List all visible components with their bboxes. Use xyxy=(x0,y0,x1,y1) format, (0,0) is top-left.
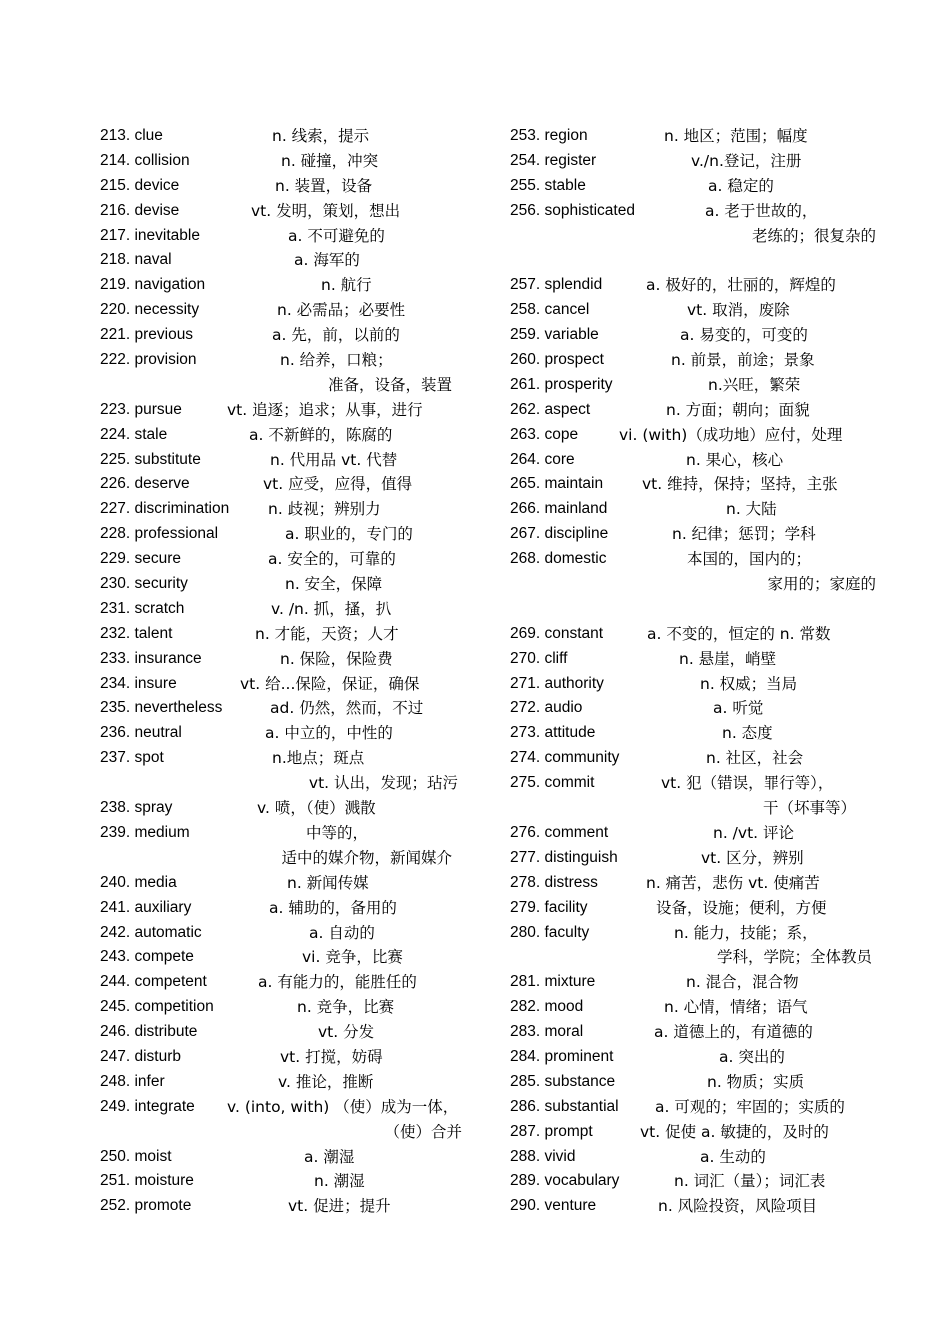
vocab-word: 276. comment xyxy=(510,823,609,841)
vocab-definition: vt. 区分，辨别 xyxy=(701,848,804,867)
vocab-definition: n. 纪律；惩罚；学科 xyxy=(672,525,816,544)
vocab-word: 285. substance xyxy=(510,1072,616,1090)
vocab-definition: n. 竞争，比赛 xyxy=(297,998,395,1017)
vocab-definition: a. 不变的，恒定的 n. 常数 xyxy=(647,624,831,643)
vocab-definition: vi. (with)（成功地）应付，处理 xyxy=(619,425,843,444)
vocab-definition: n. 权威；当局 xyxy=(700,674,798,693)
vocab-definition: n. 必需品；必要性 xyxy=(277,301,406,320)
vocab-definition: a. 突出的 xyxy=(719,1047,785,1066)
vocab-definition: n. 安全，保障 xyxy=(285,575,383,594)
vocab-word: 228. professional xyxy=(100,525,219,543)
vocab-definition: 老练的；很复杂的 xyxy=(751,226,876,245)
vocab-definition: a. 有能力的，能胜任的 xyxy=(258,973,417,992)
vocab-entry xyxy=(510,1145,890,1170)
vocab-definition: n. 保险，保险费 xyxy=(280,649,393,668)
vocab-entry xyxy=(510,124,890,149)
vocab-definition: n.地点；斑点 xyxy=(272,749,365,768)
vocab-word: 254. register xyxy=(510,151,597,169)
vocab-entry xyxy=(510,1120,890,1145)
vocab-entry xyxy=(510,846,890,871)
vocab-definition: a. 稳定的 xyxy=(708,176,774,195)
vocab-definition: a. 老于世故的， xyxy=(705,201,818,220)
vocab-definition: ad. 仍然，然而，不过 xyxy=(270,699,424,718)
vocab-entry xyxy=(100,622,480,647)
vocab-entry xyxy=(510,1045,890,1070)
vocab-word: 253. region xyxy=(510,127,588,144)
vocab-word: 260. prospect xyxy=(510,351,604,369)
vocab-word: 250. moist xyxy=(100,1147,172,1165)
vocab-word: 266. mainland xyxy=(510,500,608,518)
vocab-word: 258. cancel xyxy=(510,301,590,319)
vocab-word: 229. secure xyxy=(100,550,181,568)
vocab-entry xyxy=(510,995,890,1020)
vocab-entry xyxy=(510,199,890,224)
vocab-entry xyxy=(510,472,890,497)
vocab-definition-continued xyxy=(510,572,890,597)
vocab-definition: vt. 打搅，妨碍 xyxy=(280,1047,383,1066)
vocab-definition: v. 推论，推断 xyxy=(278,1072,374,1091)
vocab-entry xyxy=(510,1095,890,1120)
vocab-entry xyxy=(510,921,890,946)
vocab-word: 265. maintain xyxy=(510,475,604,493)
vocab-entry xyxy=(510,672,890,697)
vocab-word: 255. stable xyxy=(510,176,586,194)
vocab-definition: v. (into, with) （使）成为一体， xyxy=(227,1097,459,1116)
vocab-word: 238. spray xyxy=(100,799,173,817)
vocab-word: 220. necessity xyxy=(100,301,200,319)
vocab-word: 244. competent xyxy=(100,973,207,991)
vocab-entry xyxy=(100,497,480,522)
vocab-word: 268. domestic xyxy=(510,550,607,568)
vocab-word: 278. distress xyxy=(510,873,598,891)
vocab-definition: n. 才能，天资；人才 xyxy=(255,624,399,643)
vocab-entry xyxy=(100,1095,480,1120)
vocab-definition: n. 方面；朝向；面貌 xyxy=(666,400,810,419)
vocab-definition: a. 不新鲜的，陈腐的 xyxy=(249,425,393,444)
vocab-definition: n. 风险投资，风险项目 xyxy=(658,1197,818,1216)
vocab-word: 231. scratch xyxy=(100,599,185,617)
vocab-entry xyxy=(100,124,480,149)
vocab-entry xyxy=(510,423,890,448)
vocab-entry xyxy=(510,1070,890,1095)
vocab-entry xyxy=(100,896,480,921)
vocab-definition: n. 词汇（量）；词汇表 xyxy=(674,1172,826,1191)
vocab-word: 282. mood xyxy=(510,998,584,1016)
vocab-entry xyxy=(510,497,890,522)
vocab-entry xyxy=(100,647,480,672)
vocab-definition: n. 给养，口粮； xyxy=(280,351,393,370)
vocab-word: 286. substantial xyxy=(510,1097,619,1115)
vocab-entry xyxy=(100,721,480,746)
vocab-entry xyxy=(100,1045,480,1070)
vocab-entry xyxy=(100,472,480,497)
vocab-word: 235. nevertheless xyxy=(100,699,223,717)
vocab-entry xyxy=(100,871,480,896)
vocab-definition-continued xyxy=(100,771,480,796)
vocab-word: 217. inevitable xyxy=(100,226,200,244)
vocab-word: 237. spot xyxy=(100,749,164,767)
vocab-entry xyxy=(510,547,890,572)
vocab-definition: vt. 维持，保持；坚持，主张 xyxy=(642,475,838,494)
vocab-word: 219. navigation xyxy=(100,276,206,294)
vocab-word: 241. auxiliary xyxy=(100,898,192,916)
vocab-definition-continued xyxy=(510,945,890,970)
vocab-word: 283. moral xyxy=(510,1023,584,1041)
vocab-definition: vt. 给...保险，保证，确保 xyxy=(240,674,420,693)
vocab-entry xyxy=(100,547,480,572)
vocab-entry xyxy=(510,896,890,921)
vocab-word: 248. infer xyxy=(100,1072,165,1090)
vocab-definition: vt. 分发 xyxy=(318,1023,375,1042)
vocab-definition: vt. 认出，发现；玷污 xyxy=(308,774,458,793)
vocab-entry xyxy=(510,721,890,746)
vocab-definition: vt. 发明，策划，想出 xyxy=(251,201,401,220)
vocab-definition: n. /vt. 评论 xyxy=(713,823,795,842)
vocab-entry xyxy=(100,522,480,547)
vocab-word: 263. cope xyxy=(510,425,579,443)
vocab-entry xyxy=(100,821,480,846)
vocab-entry xyxy=(510,746,890,771)
vocab-word: 256. sophisticated xyxy=(510,201,635,219)
vocab-word: 243. compete xyxy=(100,948,194,966)
vocab-definition: a. 潮湿 xyxy=(304,1147,355,1166)
vocab-entry xyxy=(100,448,480,473)
vocab-definition-continued xyxy=(100,1120,480,1145)
vocab-entry xyxy=(100,970,480,995)
vocab-definition: n. 痛苦，悲伤 vt. 使痛苦 xyxy=(646,873,820,892)
vocab-definition: v. /n. 抓，搔，扒 xyxy=(271,599,392,618)
vocab-word: 227. discrimination xyxy=(100,500,230,518)
vocab-entry xyxy=(100,323,480,348)
vocab-word: 236. neutral xyxy=(100,724,182,742)
vocab-word: 261. prosperity xyxy=(510,375,613,393)
vocab-definition: n. 悬崖，峭壁 xyxy=(679,649,777,668)
vocab-definition: vt. 应受，应得，值得 xyxy=(263,475,413,494)
right-column xyxy=(510,124,890,1219)
vocab-entry xyxy=(100,199,480,224)
vocab-word: 213. clue xyxy=(100,127,163,144)
vocab-definition: a. 自动的 xyxy=(309,923,375,942)
vocab-definition: n. 物质；实质 xyxy=(707,1072,805,1091)
vocab-definition: n. 前景，前途；景象 xyxy=(671,351,815,370)
vocab-entry xyxy=(100,273,480,298)
vocab-entry xyxy=(100,995,480,1020)
vocab-definition: （使）合并 xyxy=(384,1122,462,1141)
vocab-word: 221. previous xyxy=(100,326,194,344)
vocab-definition: a. 先，前，以前的 xyxy=(272,326,400,345)
vocab-word: 233. insurance xyxy=(100,649,202,667)
vocab-word: 224. stale xyxy=(100,425,168,443)
vocab-word: 277. distinguish xyxy=(510,848,618,866)
vocab-entry xyxy=(510,448,890,473)
vocab-entry xyxy=(100,746,480,771)
vocab-entry xyxy=(510,373,890,398)
vocab-definition: n. 线索，提示 xyxy=(272,127,370,145)
vocab-word: 249. integrate xyxy=(100,1097,195,1115)
vocab-definition: 干（坏事等） xyxy=(762,799,856,818)
vocab-definition: 适中的媒介物，新闻媒介 xyxy=(281,848,452,867)
vocab-entry xyxy=(510,970,890,995)
vocab-entry xyxy=(100,348,480,373)
vocab-definition: 中等的， xyxy=(306,823,369,842)
vocab-entry xyxy=(100,1070,480,1095)
vocab-word: 234. insure xyxy=(100,674,177,692)
vocab-word: 284. prominent xyxy=(510,1047,614,1065)
vocab-entry xyxy=(100,224,480,249)
vocab-entry xyxy=(100,597,480,622)
vocab-entry xyxy=(510,149,890,174)
vocab-definition: n. 航行 xyxy=(321,276,372,295)
vocab-entry xyxy=(510,1020,890,1045)
vocab-word: 290. venture xyxy=(510,1197,597,1215)
vocab-definition-continued xyxy=(100,846,480,871)
vocab-word: 267. discipline xyxy=(510,525,609,543)
vocab-definition: v. 喷，（使）溅散 xyxy=(257,799,376,818)
vocab-word: 215. device xyxy=(100,176,180,194)
vocab-word: 271. authority xyxy=(510,674,604,692)
vocab-word: 240. media xyxy=(100,873,177,891)
vocab-word: 225. substitute xyxy=(100,450,201,468)
vocab-definition: n. 社区，社会 xyxy=(706,749,804,768)
vocab-definition: n. 混合，混合物 xyxy=(686,973,799,992)
vocab-word: 273. attitude xyxy=(510,724,596,742)
vocab-word: 259. variable xyxy=(510,326,599,344)
vocab-definition: 学科，学院；全体教员 xyxy=(716,948,872,967)
vocab-word: 230. security xyxy=(100,575,188,593)
vocab-definition: vt. 犯（错误，罪行等）， xyxy=(661,774,834,793)
blank-row xyxy=(510,597,890,622)
vocab-word: 245. competition xyxy=(100,998,214,1016)
vocab-entry xyxy=(510,1169,890,1194)
vocab-word: 222. provision xyxy=(100,351,197,369)
vocab-definition: n. 态度 xyxy=(722,724,773,743)
vocab-definition-continued xyxy=(510,796,890,821)
vocab-entry xyxy=(100,1020,480,1045)
vocab-entry xyxy=(100,248,480,273)
vocab-definition: vt. 取消，废除 xyxy=(687,301,790,320)
vocab-definition: 设备，设施；便利，方便 xyxy=(656,898,827,917)
vocab-definition: vt. 促进；提升 xyxy=(288,1197,391,1216)
vocab-definition: a. 辅助的，备用的 xyxy=(269,898,397,917)
vocab-entry xyxy=(100,921,480,946)
vocab-word: 264. core xyxy=(510,450,575,468)
vocab-definition: a. 道德上的，有道德的 xyxy=(654,1023,813,1042)
vocab-definition-continued xyxy=(100,373,480,398)
vocab-word: 270. cliff xyxy=(510,649,568,667)
vocab-word: 251. moisture xyxy=(100,1172,194,1190)
vocab-entry xyxy=(510,323,890,348)
vocab-definition: a. 海军的 xyxy=(294,251,360,270)
vocab-definition: n. 大陆 xyxy=(726,500,777,519)
vocab-definition: n.兴旺，繁荣 xyxy=(708,375,801,394)
vocab-entry xyxy=(100,1145,480,1170)
vocab-definition: vt. 追逐；追求；从事，进行 xyxy=(227,400,423,419)
vocab-definition: 家用的；家庭的 xyxy=(767,575,876,594)
vocab-word: 214. collision xyxy=(100,151,190,169)
vocab-word: 269. constant xyxy=(510,624,604,642)
vocab-definition: n. 碰撞，冲突 xyxy=(281,151,379,170)
vocab-definition: a. 不可避免的 xyxy=(288,226,385,245)
vocab-entry xyxy=(510,647,890,672)
vocab-entry xyxy=(510,273,890,298)
vocab-entry xyxy=(100,572,480,597)
vocab-word: 223. pursue xyxy=(100,400,182,418)
vocab-entry xyxy=(100,945,480,970)
vocab-entry xyxy=(100,423,480,448)
vocab-definition: a. 听觉 xyxy=(713,699,764,718)
vocab-entry xyxy=(510,696,890,721)
left-column xyxy=(100,124,480,1219)
vocab-word: 226. deserve xyxy=(100,475,190,493)
vocab-entry xyxy=(510,522,890,547)
vocab-definition: n. 能力，技能；系， xyxy=(674,923,818,942)
vocab-definition: a. 易变的，可变的 xyxy=(680,326,808,345)
vocab-entry xyxy=(510,298,890,323)
vocab-entry xyxy=(100,796,480,821)
vocab-word: 252. promote xyxy=(100,1197,192,1215)
vocab-definition: a. 可观的；牢固的；实质的 xyxy=(655,1097,845,1116)
vocab-entry xyxy=(100,149,480,174)
vocab-definition: a. 职业的，专门的 xyxy=(285,525,413,544)
vocab-entry xyxy=(100,398,480,423)
vocab-definition: n. 潮湿 xyxy=(314,1172,365,1191)
vocab-word: 216. devise xyxy=(100,201,180,219)
vocab-entry xyxy=(510,1194,890,1219)
vocab-definition: 准备，设备，装置 xyxy=(327,375,452,394)
vocab-entry xyxy=(510,174,890,199)
vocab-entry xyxy=(100,1194,480,1219)
vocab-entry xyxy=(100,1169,480,1194)
blank-row xyxy=(510,248,890,273)
vocab-word: 279. facility xyxy=(510,898,588,916)
vocab-definition: n. 装置，设备 xyxy=(275,176,373,195)
vocab-definition: v./n.登记，注册 xyxy=(691,151,802,170)
vocab-word: 262. aspect xyxy=(510,400,591,418)
vocab-entry xyxy=(100,696,480,721)
vocab-word: 232. talent xyxy=(100,624,173,642)
vocab-entry xyxy=(510,348,890,373)
vocab-entry xyxy=(510,622,890,647)
vocab-word: 289. vocabulary xyxy=(510,1172,620,1190)
vocab-entry xyxy=(510,821,890,846)
vocab-definition: n. 新闻传媒 xyxy=(287,873,369,892)
vocab-word: 288. vivid xyxy=(510,1147,576,1165)
vocab-definition: n. 代用品 vt. 代替 xyxy=(270,450,398,469)
vocab-definition: a. 极好的，壮丽的，辉煌的 xyxy=(646,276,836,295)
vocab-entry xyxy=(510,398,890,423)
vocab-entry xyxy=(510,771,890,796)
vocab-definition: n. 地区；范围；幅度 xyxy=(664,127,808,145)
vocab-entry xyxy=(510,871,890,896)
vocab-definition: vi. 竞争，比赛 xyxy=(302,948,403,967)
vocab-word: 246. distribute xyxy=(100,1023,198,1041)
vocab-word: 247. disturb xyxy=(100,1047,181,1065)
vocab-definition-continued xyxy=(510,224,890,249)
vocab-entry xyxy=(100,298,480,323)
vocab-word: 242. automatic xyxy=(100,923,202,941)
vocab-word: 239. medium xyxy=(100,823,190,841)
vocab-definition: n. 歧视；辨别力 xyxy=(268,500,381,519)
vocab-word: 287. prompt xyxy=(510,1122,593,1140)
vocab-word: 280. faculty xyxy=(510,923,590,941)
vocab-definition: vt. 促使 a. 敏捷的，及时的 xyxy=(640,1122,829,1141)
vocab-word: 281. mixture xyxy=(510,973,596,991)
vocab-definition: a. 安全的，可靠的 xyxy=(268,550,396,569)
vocab-word: 218. naval xyxy=(100,251,172,269)
vocab-word: 274. community xyxy=(510,749,620,767)
vocab-entry xyxy=(100,672,480,697)
vocab-definition: n. 心情，情绪；语气 xyxy=(664,998,808,1017)
vocab-definition: n. 果心，核心 xyxy=(686,450,784,469)
vocab-word: 275. commit xyxy=(510,774,595,792)
vocab-word: 257. splendid xyxy=(510,276,603,294)
vocab-definition: a. 中立的，中性的 xyxy=(265,724,393,743)
vocab-definition: a. 生动的 xyxy=(700,1147,766,1166)
vocab-entry xyxy=(100,174,480,199)
vocab-word: 272. audio xyxy=(510,699,583,717)
vocab-definition: 本国的，国内的； xyxy=(687,550,812,569)
